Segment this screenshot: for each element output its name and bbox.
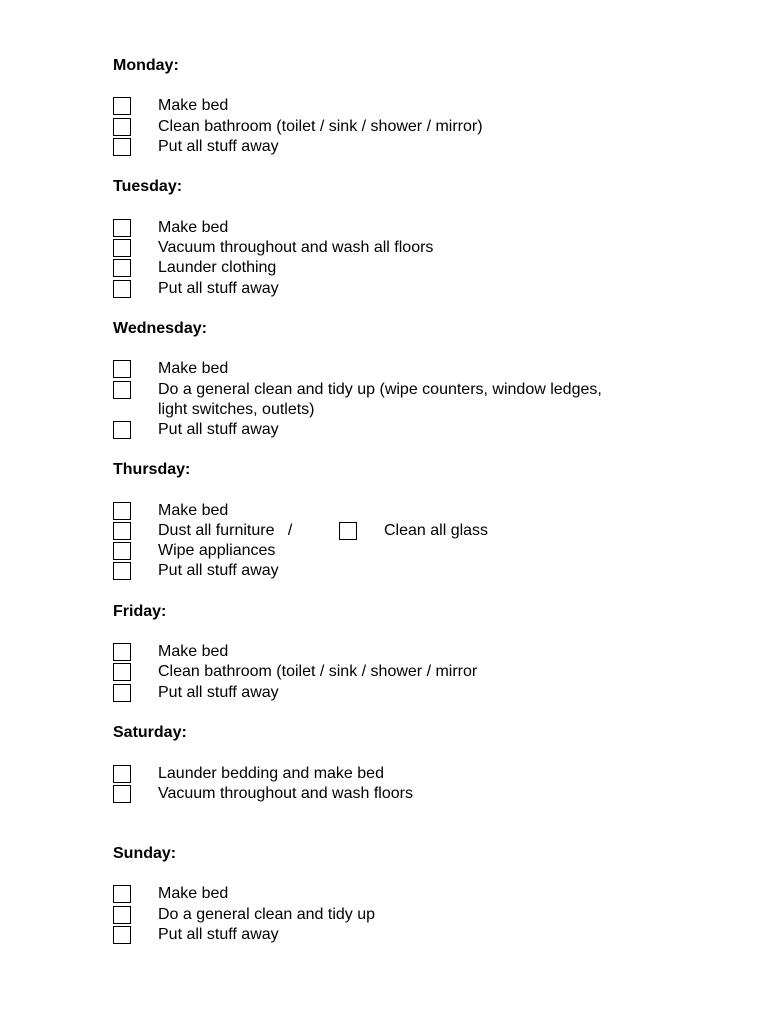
monday-put-away-checkbox[interactable] — [113, 138, 131, 156]
task-label: Clean bathroom (toilet / sink / shower / mirror) — [158, 118, 483, 135]
friday-put-away-checkbox[interactable] — [113, 684, 131, 702]
thursday-wipe-appliances-checkbox[interactable] — [113, 542, 131, 560]
tuesday-put-away-checkbox[interactable] — [113, 280, 131, 298]
wednesday-make-bed-checkbox[interactable] — [113, 360, 131, 378]
task-label: Make bed — [158, 97, 229, 114]
saturday-heading: Saturday: — [113, 724, 187, 741]
sunday-make-bed-checkbox[interactable] — [113, 885, 131, 903]
saturday-vacuum-checkbox[interactable] — [113, 785, 131, 803]
task-label: Put all stuff away — [158, 421, 279, 438]
sunday-heading: Sunday: — [113, 845, 177, 862]
task-label: Clean all glass — [384, 522, 489, 539]
wednesday-put-away-checkbox[interactable] — [113, 421, 131, 439]
task-label-continued: light switches, outlets) — [158, 401, 315, 418]
task-label: Do a general clean and tidy up (wipe counters, window ledges, — [158, 381, 602, 398]
task-label: Put all stuff away — [158, 562, 279, 579]
task-label: Make bed — [158, 885, 229, 902]
task-label: Wipe appliances — [158, 542, 276, 559]
thursday-make-bed-checkbox[interactable] — [113, 502, 131, 520]
sunday-put-away-checkbox[interactable] — [113, 926, 131, 944]
thursday-heading: Thursday: — [113, 461, 191, 478]
task-label: Launder clothing — [158, 259, 277, 276]
task-label: Put all stuff away — [158, 684, 279, 701]
wednesday-heading: Wednesday: — [113, 320, 207, 337]
tuesday-launder-checkbox[interactable] — [113, 259, 131, 277]
task-label: Make bed — [158, 360, 229, 377]
task-label: Make bed — [158, 643, 229, 660]
task-label: Make bed — [158, 219, 229, 236]
thursday-clean-glass-checkbox[interactable] — [339, 522, 357, 540]
friday-heading: Friday: — [113, 603, 167, 620]
tuesday-vacuum-checkbox[interactable] — [113, 239, 131, 257]
task-label: Put all stuff away — [158, 138, 279, 155]
task-label: Make bed — [158, 502, 229, 519]
task-label: Vacuum throughout and wash all floors — [158, 239, 434, 256]
task-label: Clean bathroom (toilet / sink / shower / mirror — [158, 663, 478, 680]
thursday-put-away-checkbox[interactable] — [113, 562, 131, 580]
monday-clean-bathroom-checkbox[interactable] — [113, 118, 131, 136]
saturday-launder-bedding-checkbox[interactable] — [113, 765, 131, 783]
tuesday-make-bed-checkbox[interactable] — [113, 219, 131, 237]
monday-make-bed-checkbox[interactable] — [113, 97, 131, 115]
task-label: Launder bedding and make bed — [158, 765, 384, 782]
friday-clean-bathroom-checkbox[interactable] — [113, 663, 131, 681]
sunday-general-clean-checkbox[interactable] — [113, 906, 131, 924]
task-label: Do a general clean and tidy up — [158, 906, 376, 923]
task-label: Put all stuff away — [158, 926, 279, 943]
task-label: Put all stuff away — [158, 280, 279, 297]
monday-heading: Monday: — [113, 57, 179, 74]
wednesday-general-clean-checkbox[interactable] — [113, 381, 131, 399]
friday-make-bed-checkbox[interactable] — [113, 643, 131, 661]
task-label: Dust all furniture / — [158, 522, 293, 539]
task-label: Vacuum throughout and wash floors — [158, 785, 413, 802]
thursday-dust-checkbox[interactable] — [113, 522, 131, 540]
tuesday-heading: Tuesday: — [113, 178, 183, 195]
